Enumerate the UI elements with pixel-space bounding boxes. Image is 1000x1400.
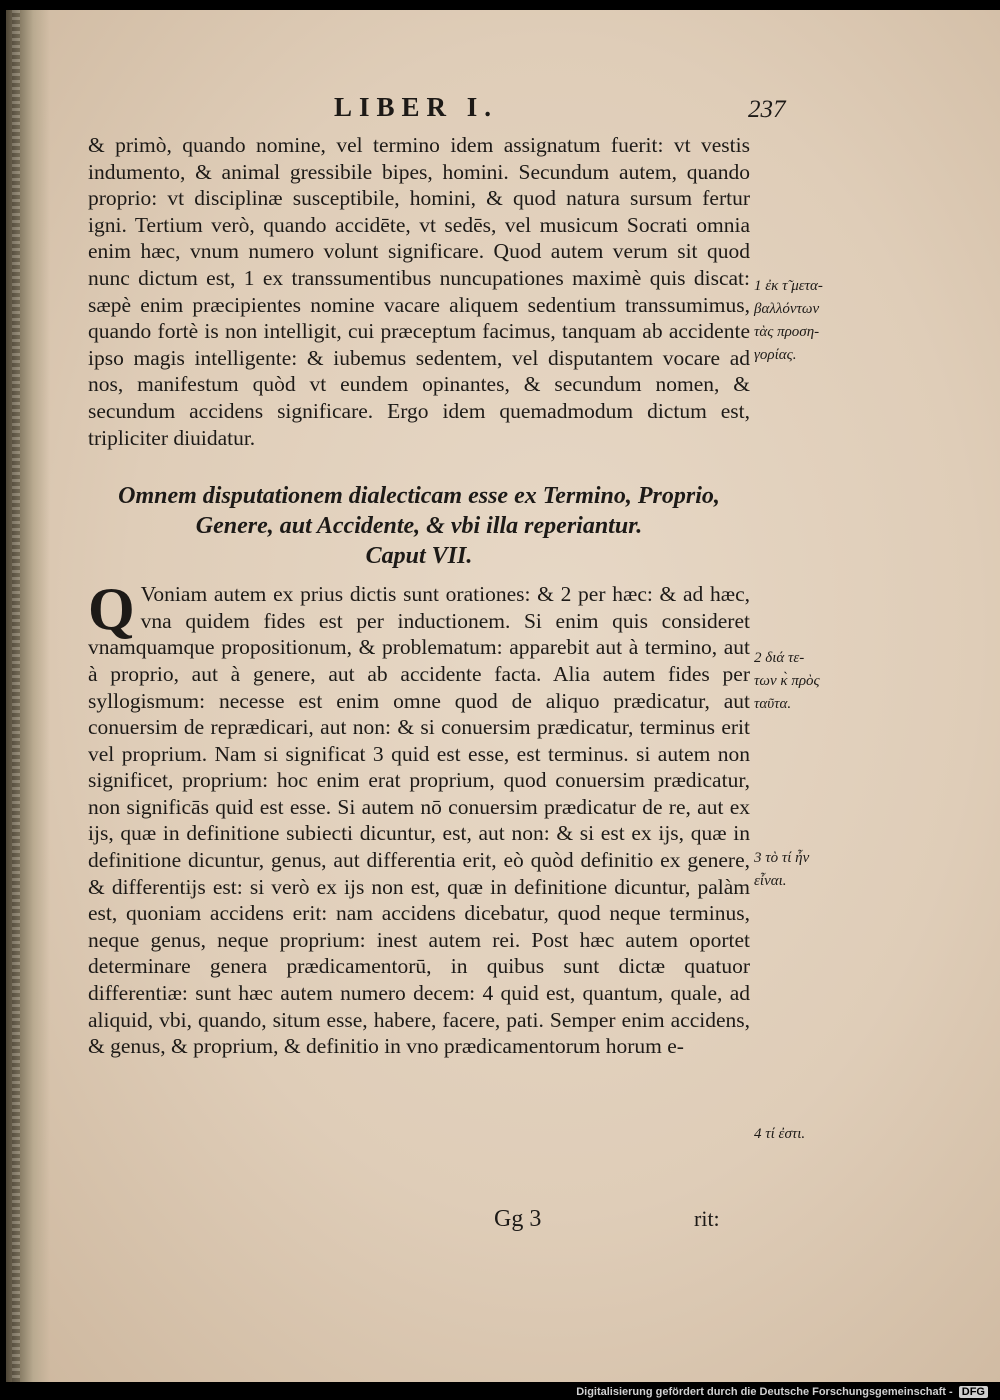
chapter-paragraph-text: Voniam autem ex prius dictis sunt orationes: & 2 per hæc: & ad hæc, vna quidem fides est per inductionem. Si enim quis consideret vnamquamque propositionum, & problematum: apparebit aut à termino, aut à proprio, aut à genere, aut ab accidente facta. Alia autem fides per syllogismum: necesse est enim omne quod de aliquo prædicatur, aut conuersim de reprædicari, aut non: & si conuersim prædicatur, terminus erit vel proprium. Nam si significat 3 quid est esse, est terminus. si autem non significet, proprium: hoc enim erat proprium, quod conuersim prædicatur, non significās quid est esse. Si autem nō conuersim prædicatur de re, aut ex ijs, quæ in definitione subiecti dicuntur, est, aut non: & si est ex ijs, quæ in definitione dicuntur, genus, aut differentia erit, eò quòd definitio ex genere, & differentijs est: si verò ex ijs non est, quæ in definitione dicuntur, palàm est, quoniam accidens erit: nam accidens dicebatur, quod neque terminus, neque genus, neque proprium: inest autem rei. Post hæc autem oportet determinare genera prædicamentorū, in quibus sunt dictæ quatuor differentiæ: sunt hæc autem numero decem: 4 quid est, quantum, quale, ad aliquid, vbi, quando, situm esse, habere, facere, pati. Semper enim accidens, & genus, & proprium, & definitio in vno prædicamentorum horum e- xyxy=(88,582,750,1059)
signature-mark: Gg 3 xyxy=(494,1206,542,1232)
chapter-paragraph xyxy=(88,576,750,1060)
chapter-heading xyxy=(88,481,750,571)
marginal-note-1: 1 ἐκ τ̃ μετα- βαλλόντων τὰς προση- γορίας. xyxy=(754,278,823,363)
marginal-note-3: 3 τὸ τί ἦν εἶναι. xyxy=(754,850,810,889)
page-number: 237 xyxy=(748,96,786,123)
opening-paragraph: & primò, quando nomine, vel termino idem assignatum fuerit: vt vestis indumento, & animal gressibile bipes, homini. Secundum autem, quando proprio: vt disciplinæ susceptibile, homini, & quod natura sursum fertur igni. Tertium verò, quando accidēte, vt sedēs, vel musicum Socrati omnia enim hæc, vnum numero volunt significare. Quod autem verum sit quod nunc dictum est, 1 ex transsumentibus nuncupationes maximè quis discat: sæpè enim præcipientes nomine vacare aliquem sedentium transsumimus, quando fortè is non intelligit, cui præceptum facimus, tanquam ab accidente ipso magis intelligente: & iubemus sedentem, vel disputantem vocare ad nos, manifestum quòd vt eundem opinantes, & secundum nomen, & secundum accidens significare. Ergo idem quemadmodum dictum est, tripliciter diuidatur. xyxy=(88,133,750,450)
chapter-heading-line-1: Omnem disputationem dialecticam esse ex Termino, Proprio, xyxy=(118,483,720,510)
book-spine-edge xyxy=(6,10,50,1382)
digitization-credit xyxy=(576,1386,988,1398)
catchword: rit: xyxy=(694,1206,720,1231)
running-head: LIBER I. xyxy=(334,92,499,122)
main-text xyxy=(88,132,750,1060)
credit-text: Digitalisierung gefördert durch die Deutsche Forschungsgemeinschaft - xyxy=(576,1386,953,1398)
chapter-number: Caput VII. xyxy=(365,543,473,570)
dfg-logo: DFG xyxy=(959,1386,988,1398)
book-page xyxy=(6,10,1000,1382)
marginal-note-4: 4 τί ἐστι. xyxy=(754,1126,806,1142)
drop-cap-letter: Q xyxy=(88,576,135,643)
marginal-note-2: 2 διά τε- των κ̀ πρὸς ταῦτα. xyxy=(754,650,820,712)
chapter-heading-line-2: Genere, aut Accidente, & vbi illa reperiantur. xyxy=(195,513,643,540)
